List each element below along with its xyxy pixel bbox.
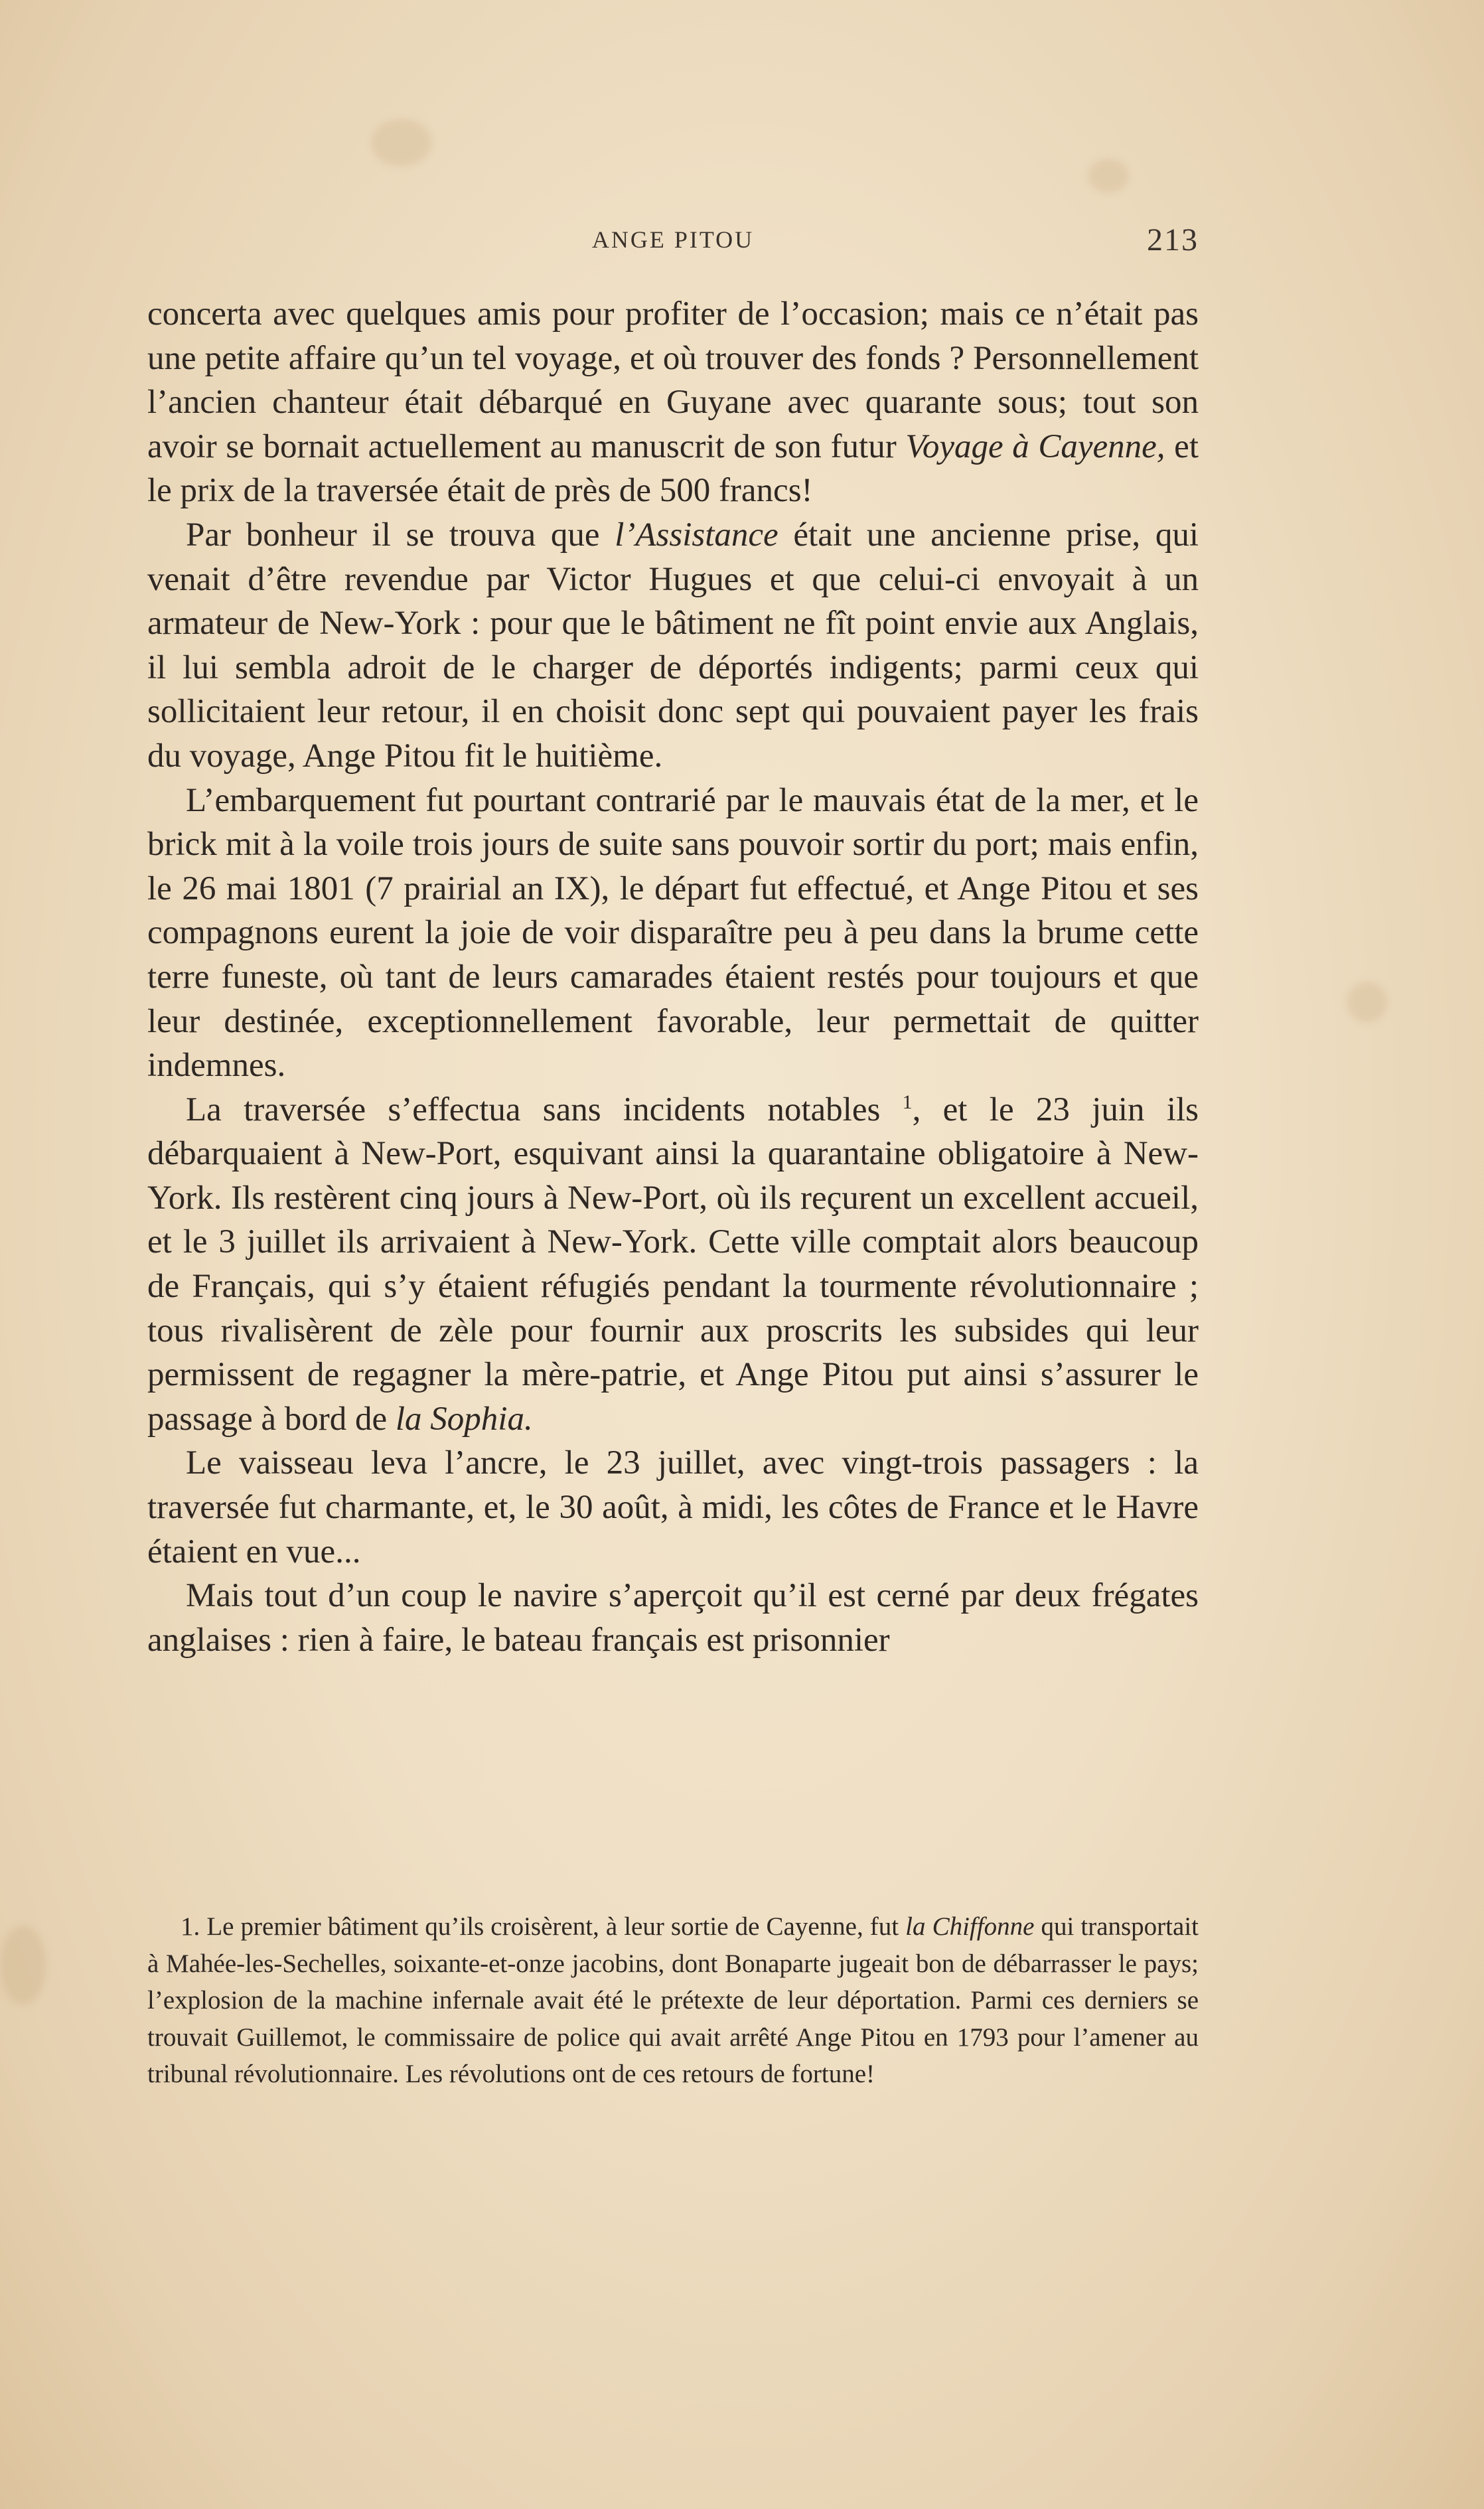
page-header <box>147 222 1199 266</box>
paragraph-3 <box>147 779 1199 1088</box>
paper-stain <box>1347 982 1387 1022</box>
paragraph-text: Mais tout d’un coup le navire s’aperçoit qu’il est cerné par deux frégates anglaises : rien à faire, le bateau français est prisonnier <box>147 1577 1199 1659</box>
paragraph-text: et le prix de la traversée était de près de 500 francs! <box>147 427 1199 510</box>
paper-stain <box>1088 159 1128 192</box>
paper-stain <box>0 1925 46 2005</box>
paragraph-text: Le vaisseau leva l’ancre, le 23 juillet, avec vingt-trois passagers : la traversée fut charmante, et, le 30 août, à midi, les côtes de France et le Havre étaient en vue... <box>147 1444 1199 1570</box>
page-number: 213 <box>1147 222 1199 258</box>
paragraph-text: Par bonheur il se trouva que <box>186 516 615 554</box>
running-title: ANGE PITOU <box>591 226 755 253</box>
paper-stain <box>372 119 431 166</box>
body-text <box>147 292 1199 1662</box>
paragraph-text: était une ancienne prise, qui venait d’être revendue par Victor Hugues et que celui-ci envoyait à un armateur de New-York : pour que le bâtiment ne fît point envie aux Anglais, il lui sembla adroit de le charger de déportés indigents; parmi ceux qui sollicitaient leur retour, il en choisit donc sept qui pouvaient payer les frais du voyage, Ange Pitou fit le huitième. <box>147 516 1199 775</box>
italic-ship-name: la Sophia. <box>395 1400 533 1438</box>
paragraph-1 <box>147 292 1199 513</box>
paragraph-5 <box>147 1441 1199 1574</box>
footnote-1 <box>147 1908 1199 2093</box>
footnote-text: 1. Le premier bâtiment qu’ils croisèrent, à leur sortie de Cayenne, fut <box>181 1912 906 1941</box>
italic-ship-name: l’Assistance <box>615 516 779 554</box>
paragraph-text: L’embarquement fut pourtant contrarié par le mauvais état de la mer, et le brick mit à la voile trois jours de suite sans pouvoir sortir du port; mais enfin, le 26 mai 1801 (7 prairial an IX), le départ fut effectué, et Ange Pitou et ses compagnons eurent la joie de voir disparaître peu à peu dans la brume cette terre funeste, où tant de leurs camarades étaient restés pour toujours et que leur destinée, exceptionnellement favorable, leur permettait de quitter indemnes. <box>147 781 1199 1085</box>
paragraph-text: , et le 23 juin ils débarquaient à New-Port, esquivant ainsi la quarantaine obligatoire à New-York. Ils restèrent cinq jours à New-Port, où ils reçurent un excellent accueil, et le 3 juillet ils arrivaient à New-York. Cette ville comptait alors beaucoup de Français, qui s’y étaient réfugiés pendant la tourmente révolutionnaire ; tous rivalisèrent de zèle pour fournir aux proscrits les subsides qui leur permissent de regagner la mère-patrie, et Ange Pitou put ainsi s’assurer le passage à bord de <box>147 1091 1199 1438</box>
italic-title: Voyage à Cayenne, <box>905 427 1165 465</box>
italic-ship-name: la Chiffonne <box>905 1912 1035 1941</box>
footnote-reference: 1 <box>902 1091 913 1113</box>
paragraph-4 <box>147 1088 1199 1442</box>
paragraph-2 <box>147 513 1199 779</box>
footnote-text: qui transportait à Mahée-les-Sechelles, soixante-et-onze jacobins, dont Bonaparte jugeait bon de débarrasser le pays; l’explosion de la machine infernale avait été le prétexte de leur déportation. Parmi ces derniers se trouvait Guillemot, le commissaire de police qui avait arrêté Ange Pitou en 1793 pour l’amener au tribunal révolutionnaire. Les révolutions ont de ces retours de fortune! <box>147 1912 1199 2089</box>
footnotes <box>147 1908 1199 2093</box>
paragraph-text: La traversée s’effectua sans incidents notables <box>186 1091 903 1128</box>
paragraph-text: concerta avec quelques amis pour profiter de l’occasion; mais ce n’était pas une petite affaire qu’un tel voyage, et où trouver des fonds ? Personnellement l’ancien chanteur était débarqué en Guyane avec quarante sous; tout son avoir se bornait actuellement au manuscrit de son futur <box>147 295 1199 465</box>
paragraph-6 <box>147 1574 1199 1662</box>
